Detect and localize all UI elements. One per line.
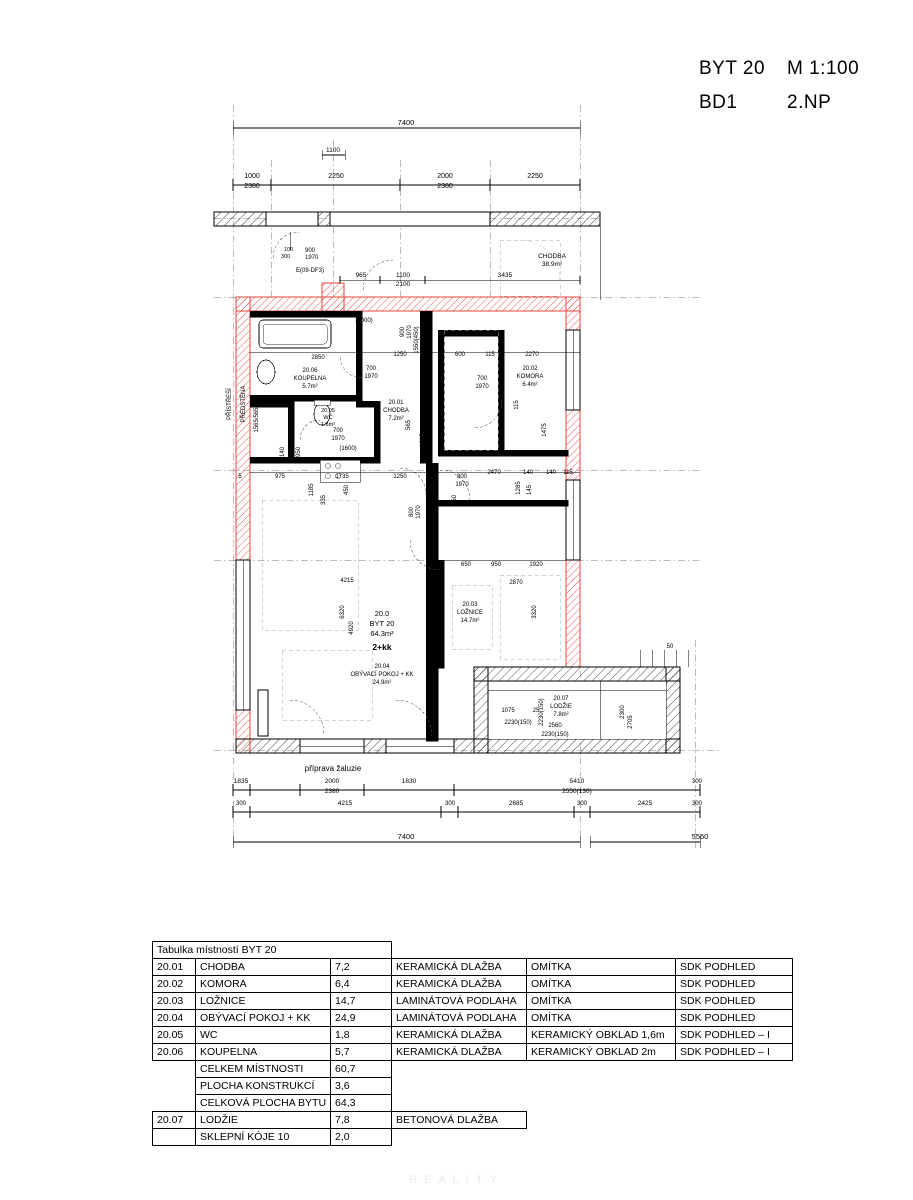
table-row xyxy=(153,1112,793,1129)
svg-text:50: 50 xyxy=(666,644,674,650)
room-wall: OMÍTKA xyxy=(527,959,676,976)
floor-label: 2.NP xyxy=(787,92,832,113)
svg-text:2850: 2850 xyxy=(311,355,325,361)
svg-text:1970: 1970 xyxy=(331,436,345,442)
room-area: 7,8 xyxy=(331,1112,392,1129)
svg-text:KOUPELNA: KOUPELNA xyxy=(293,376,327,382)
svg-text:2300: 2300 xyxy=(620,705,626,719)
svg-text:20.06: 20.06 xyxy=(302,368,318,374)
svg-text:335: 335 xyxy=(321,494,327,506)
svg-text:2230(150): 2230(150) xyxy=(541,732,569,738)
svg-text:1100: 1100 xyxy=(396,272,410,279)
svg-text:KOMORA: KOMORA xyxy=(516,374,544,380)
svg-text:7400: 7400 xyxy=(397,118,415,127)
svg-text:1000: 1000 xyxy=(244,173,260,180)
svg-text:4215: 4215 xyxy=(340,578,354,584)
svg-text:3435: 3435 xyxy=(497,272,513,279)
svg-text:20.02: 20.02 xyxy=(522,366,538,372)
svg-text:950: 950 xyxy=(490,562,502,568)
svg-text:WC: WC xyxy=(323,415,333,421)
svg-text:140: 140 xyxy=(280,446,286,458)
svg-text:5410: 5410 xyxy=(569,778,585,785)
room-name: SKLEPNÍ KÓJE 10 xyxy=(196,1129,331,1146)
svg-text:800: 800 xyxy=(456,474,468,480)
svg-text:950: 950 xyxy=(296,446,302,458)
svg-text:115: 115 xyxy=(485,352,495,358)
svg-text:1970: 1970 xyxy=(455,482,469,488)
svg-text:2380: 2380 xyxy=(244,183,260,190)
svg-text:20.01: 20.01 xyxy=(388,400,404,406)
room-number: 20.07 xyxy=(153,1112,196,1129)
svg-text:6320: 6320 xyxy=(340,605,346,619)
svg-text:2685: 2685 xyxy=(508,800,524,807)
svg-text:965: 965 xyxy=(355,272,367,279)
svg-text:PŘÍSTŘEŠÍ: PŘÍSTŘEŠÍ xyxy=(227,388,233,420)
svg-text:LODŽIE: LODŽIE xyxy=(550,704,572,710)
summary-row xyxy=(153,1061,793,1078)
room-wall: KERAMICKÝ OBKLAD 1,6m xyxy=(527,1027,676,1044)
room-name: LOŽNICE xyxy=(196,993,331,1010)
svg-text:64.3m²: 64.3m² xyxy=(370,629,394,638)
svg-text:1970: 1970 xyxy=(305,255,319,261)
room-floor: BETONOVÁ DLAŽBA xyxy=(392,1112,527,1129)
svg-text:2100: 2100 xyxy=(395,281,411,288)
svg-text:2270: 2270 xyxy=(525,352,539,358)
svg-text:2380: 2380 xyxy=(324,788,340,795)
svg-text:2000: 2000 xyxy=(437,173,453,180)
svg-text:2230(150): 2230(150) xyxy=(504,720,532,726)
svg-text:20.03: 20.03 xyxy=(462,602,478,608)
table-row xyxy=(153,1129,793,1146)
room-ceiling: SDK PODHLED xyxy=(676,959,793,976)
svg-text:700: 700 xyxy=(332,428,344,434)
svg-text:1075: 1075 xyxy=(501,708,515,714)
svg-text:2+kk: 2+kk xyxy=(372,642,392,652)
summary-value: 64,3 xyxy=(331,1095,392,1112)
svg-text:140: 140 xyxy=(522,470,534,476)
room-number: 20.02 xyxy=(153,976,196,993)
table-row xyxy=(153,1044,793,1061)
svg-text:300: 300 xyxy=(691,779,703,785)
svg-text:900: 900 xyxy=(400,326,406,338)
svg-text:20.07: 20.07 xyxy=(553,696,569,702)
svg-text:900: 900 xyxy=(305,248,316,254)
svg-text:2230(150): 2230(150) xyxy=(539,698,545,726)
svg-text:800: 800 xyxy=(409,506,415,518)
svg-text:975: 975 xyxy=(274,474,286,480)
room-name: KOUPELNA xyxy=(196,1044,331,1061)
room-area: 6,4 xyxy=(331,976,392,993)
room-number: 20.03 xyxy=(153,993,196,1010)
room-number xyxy=(153,1129,196,1146)
svg-text:300: 300 xyxy=(576,801,588,807)
svg-text:25: 25 xyxy=(532,708,540,714)
svg-text:OBÝVACÍ POKOJ + KK: OBÝVACÍ POKOJ + KK xyxy=(350,672,414,678)
room-wall: OMÍTKA xyxy=(527,993,676,1010)
svg-text:1565/565: 1565/565 xyxy=(254,407,260,433)
room-ceiling: SDK PODHLED – I xyxy=(676,1044,793,1061)
svg-text:1920: 1920 xyxy=(529,562,543,568)
svg-text:2870: 2870 xyxy=(509,580,523,586)
svg-text:E(09-DF3): E(09-DF3) xyxy=(296,268,325,274)
scale-label: M 1:100 xyxy=(787,58,860,79)
room-floor: LAMINÁTOVÁ PODLAHA xyxy=(392,1010,527,1027)
svg-text:4920: 4920 xyxy=(349,621,355,635)
table-row xyxy=(153,959,793,976)
room-area: 7,2 xyxy=(331,959,392,976)
svg-text:7.2m²: 7.2m² xyxy=(388,416,404,422)
room-floor: LAMINÁTOVÁ PODLAHA xyxy=(392,993,527,1010)
svg-text:2560: 2560 xyxy=(548,723,562,729)
svg-text:1835: 1835 xyxy=(233,778,249,785)
svg-text:2600: 2600 xyxy=(422,337,428,351)
svg-text:700: 700 xyxy=(476,376,488,382)
room-area: 1,8 xyxy=(331,1027,392,1044)
room-name: WC xyxy=(196,1027,331,1044)
room-name: KOMORA xyxy=(196,976,331,993)
svg-text:1475: 1475 xyxy=(542,423,548,437)
room-floor: KERAMICKÁ DLAŽBA xyxy=(392,1044,527,1061)
room-schedule-table xyxy=(152,941,793,1146)
room-name: CHODBA xyxy=(196,959,331,976)
svg-text:7400: 7400 xyxy=(397,832,415,841)
summary-label: CELKEM MÍSTNOSTI xyxy=(196,1061,331,1078)
svg-text:14.7m²: 14.7m² xyxy=(460,618,480,624)
svg-text:(2000): (2000) xyxy=(355,318,373,324)
svg-text:6.4m²: 6.4m² xyxy=(522,382,538,388)
room-name: LODŽIE xyxy=(196,1112,331,1129)
svg-text:1.8m²: 1.8m² xyxy=(320,422,336,428)
svg-text:příprava žaluzie: příprava žaluzie xyxy=(304,764,362,773)
svg-text:LOŽNICE: LOŽNICE xyxy=(456,610,484,616)
room-wall: OMÍTKA xyxy=(527,976,676,993)
svg-text:300: 300 xyxy=(444,801,456,807)
svg-text:2470: 2470 xyxy=(487,470,501,476)
svg-text:450: 450 xyxy=(344,484,350,496)
table-caption-row xyxy=(153,942,793,959)
svg-text:20.0: 20.0 xyxy=(374,609,390,618)
svg-text:BYT 20: BYT 20 xyxy=(369,619,395,628)
room-number: 20.05 xyxy=(153,1027,196,1044)
svg-text:140: 140 xyxy=(545,470,557,476)
room-ceiling: SDK PODHLED – I xyxy=(676,1027,793,1044)
svg-text:145: 145 xyxy=(527,484,533,496)
summary-row xyxy=(153,1095,793,1112)
room-wall: OMÍTKA xyxy=(527,1010,676,1027)
room-name: OBÝVACÍ POKOJ + KK xyxy=(196,1010,331,1027)
svg-text:5.7m²: 5.7m² xyxy=(302,384,318,390)
svg-text:2380: 2380 xyxy=(437,183,453,190)
svg-text:2425: 2425 xyxy=(637,800,653,807)
svg-text:1970: 1970 xyxy=(416,505,422,519)
room-floor: KERAMICKÁ DLAŽBA xyxy=(392,959,527,976)
room-area: 24,9 xyxy=(331,1010,392,1027)
svg-text:4215: 4215 xyxy=(337,800,353,807)
room-area: 14,7 xyxy=(331,993,392,1010)
svg-text:38.9m²: 38.9m² xyxy=(541,261,563,268)
table-caption: Tabulka místností BYT 20 xyxy=(153,942,392,959)
room-number: 20.06 xyxy=(153,1044,196,1061)
svg-text:450: 450 xyxy=(452,494,458,506)
room-number: 20.04 xyxy=(153,1010,196,1027)
svg-text:1830: 1830 xyxy=(401,778,417,785)
building-label: BD1 xyxy=(699,92,738,113)
table-row xyxy=(153,976,793,993)
svg-text:3320: 3320 xyxy=(532,605,538,619)
svg-text:1250: 1250 xyxy=(393,474,407,480)
table-row xyxy=(153,1027,793,1044)
svg-text:20.04: 20.04 xyxy=(374,664,390,670)
svg-text:2705: 2705 xyxy=(628,715,634,729)
svg-text:5: 5 xyxy=(238,474,242,480)
room-area: 2,0 xyxy=(331,1129,392,1146)
svg-text:600: 600 xyxy=(454,352,466,358)
svg-text:7.8m²: 7.8m² xyxy=(553,712,569,718)
summary-value: 60,7 xyxy=(331,1061,392,1078)
room-floor: KERAMICKÁ DLAŽBA xyxy=(392,1027,527,1044)
room-number: 20.01 xyxy=(153,959,196,976)
svg-text:565: 565 xyxy=(406,419,412,431)
room-ceiling: SDK PODHLED xyxy=(676,993,793,1010)
svg-text:300: 300 xyxy=(235,801,247,807)
svg-text:100: 100 xyxy=(284,247,294,253)
room-ceiling: SDK PODHLED xyxy=(676,976,793,993)
svg-text:CHODBA: CHODBA xyxy=(538,253,566,260)
svg-text:5550: 5550 xyxy=(691,832,709,841)
svg-text:1250: 1250 xyxy=(393,352,407,358)
room-ceiling: SDK PODHLED xyxy=(676,1010,793,1027)
svg-text:650: 650 xyxy=(460,562,472,568)
svg-text:1970: 1970 xyxy=(475,384,489,390)
svg-text:1815: 1815 xyxy=(420,433,426,447)
svg-text:2250: 2250 xyxy=(527,173,543,180)
table-row xyxy=(153,993,793,1010)
svg-text:2250: 2250 xyxy=(328,173,344,180)
svg-text:CHODBA: CHODBA xyxy=(383,408,409,414)
svg-text:2000: 2000 xyxy=(324,778,340,785)
summary-label: CELKOVÁ PLOCHA BYTU xyxy=(196,1095,331,1112)
svg-text:(1600): (1600) xyxy=(339,446,357,452)
svg-text:700: 700 xyxy=(365,366,377,372)
room-floor: KERAMICKÁ DLAŽBA xyxy=(392,976,527,993)
table-row xyxy=(153,1010,793,1027)
svg-text:2550(130): 2550(130) xyxy=(562,788,592,795)
svg-text:115: 115 xyxy=(563,470,573,476)
svg-text:PŘEDSTĚNA: PŘEDSTĚNA xyxy=(241,385,247,423)
summary-value: 3,6 xyxy=(331,1078,392,1095)
summary-label: PLOCHA KONSTRUKCÍ xyxy=(196,1078,331,1095)
svg-text:1285: 1285 xyxy=(516,481,522,495)
svg-text:115: 115 xyxy=(514,400,520,410)
svg-text:300: 300 xyxy=(691,801,703,807)
svg-text:1970: 1970 xyxy=(364,374,378,380)
watermark: REALITY xyxy=(409,1174,504,1186)
svg-text:1100: 1100 xyxy=(326,147,340,154)
svg-text:1735: 1735 xyxy=(335,474,349,480)
room-area: 5,7 xyxy=(331,1044,392,1061)
summary-row xyxy=(153,1078,793,1095)
svg-text:1970: 1970 xyxy=(407,325,413,339)
svg-text:1550(450): 1550(450) xyxy=(414,326,420,354)
room-wall: KERAMICKÝ OBKLAD 2m xyxy=(527,1044,676,1061)
svg-text:1185: 1185 xyxy=(309,483,315,497)
svg-text:24.9m²: 24.9m² xyxy=(372,680,392,686)
svg-text:300: 300 xyxy=(281,254,291,260)
unit-label: BYT 20 xyxy=(699,58,766,79)
svg-text:20.05: 20.05 xyxy=(321,408,335,414)
